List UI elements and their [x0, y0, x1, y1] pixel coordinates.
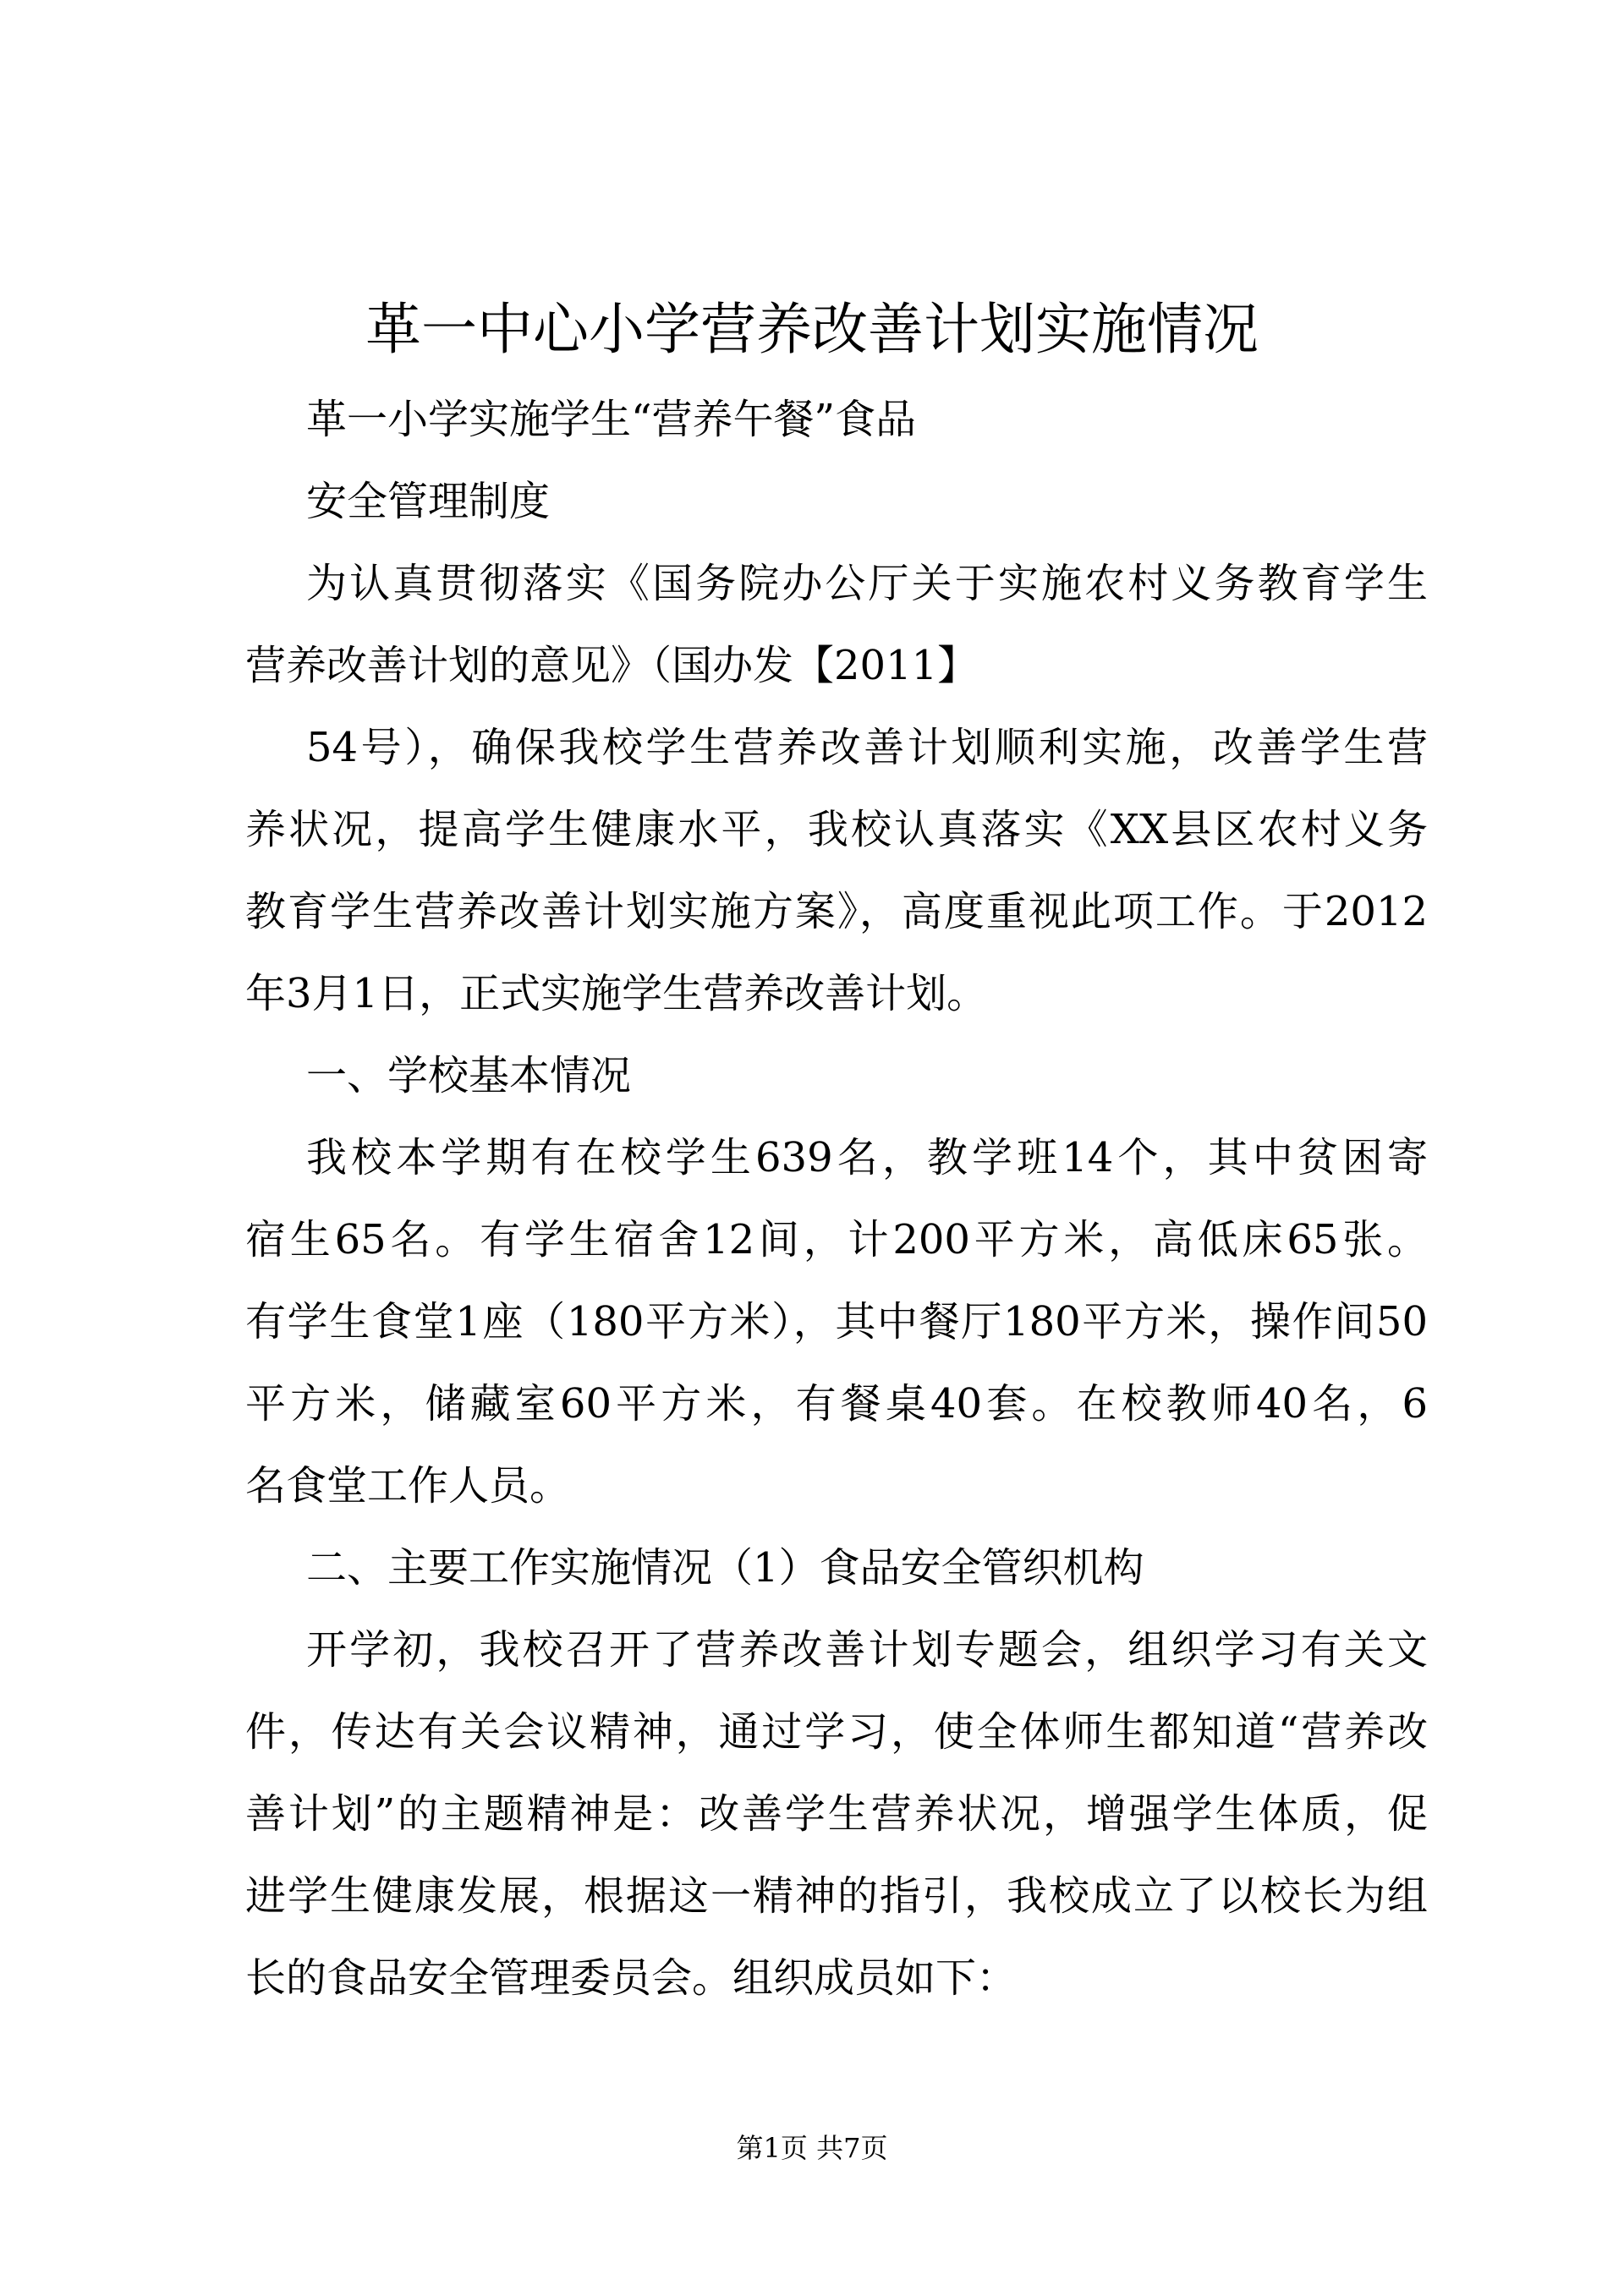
text-line: 教育学生营养改善计划实施方案》，高度重视此项工作。于2012 [245, 888, 1428, 935]
text-line: 54号），确保我校学生营养改善计划顺利实施，改善学生营 [306, 724, 1428, 771]
text-line: 平方米，储藏室60平方米，有餐桌40套。在校教师40名，6 [245, 1380, 1428, 1427]
text-line: 养状况，提高学生健康水平，我校认真落实《XX县区农村义务 [245, 806, 1428, 853]
text-line: 安全管理制度 [306, 478, 551, 525]
text-line: 年3月1日，正式实施学生营养改善计划。 [245, 970, 988, 1017]
document-body [245, 379, 1428, 2019]
text-line: 有学生食堂1座（180平方米），其中餐厅180平方米，操作间50 [245, 1298, 1428, 1345]
text-line: 件，传达有关会议精神，通过学习，使全体师生都知道“营养改 [245, 1708, 1428, 1756]
text-line: 长的食品安全管理委员会。组织成员如下： [245, 1954, 1018, 2002]
text-line: 为认真贯彻落实《国务院办公厅关于实施农村义务教育学生 [306, 560, 1428, 607]
text-line: 善计划”的主题精神是：改善学生营养状况，增强学生体质，促 [245, 1790, 1428, 1838]
text-line: 一、学校基本情况 [306, 1052, 632, 1099]
text-line: 名食堂工作人员。 [245, 1462, 571, 1510]
page-footer: 第1页 共7页 [736, 2132, 888, 2164]
text-line: 革一小学实施学生“营养午餐”食品 [306, 396, 917, 443]
text-line: 进学生健康发展，根据这一精神的指引，我校成立了以校长为组 [245, 1872, 1428, 1920]
text-line: 二、主要工作实施情况（1）食品安全管织机构 [306, 1544, 1144, 1592]
text-line: 宿生65名。有学生宿舍12间，计200平方米，高低床65张。 [245, 1216, 1428, 1263]
text-line: 开学初，我校召开了营养改善计划专题会，组织学习有关文 [306, 1626, 1428, 1674]
text-line: 营养改善计划的意见》（国办发【2011】 [245, 642, 979, 689]
document-title: 革一中心小学营养改善计划实施情况 [365, 297, 1259, 362]
text-line: 我校本学期有在校学生639名，教学班14个，其中贫困寄 [306, 1134, 1428, 1181]
